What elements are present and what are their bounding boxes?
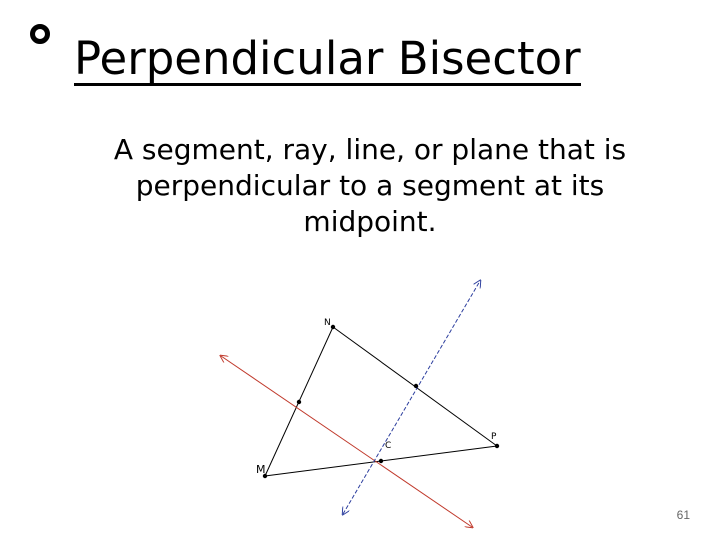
- label-n: N: [324, 318, 331, 328]
- bisector-line: [221, 356, 472, 527]
- point-p: [495, 444, 499, 448]
- slide-title: Perpendicular Bisector: [74, 32, 581, 85]
- label-c: C: [385, 441, 392, 451]
- slide-number: 61: [676, 508, 690, 522]
- label-m: M: [256, 463, 266, 476]
- definition-text: A segment, ray, line, or plane that is perpendicular to a segment at its midpoint.: [113, 133, 627, 238]
- label-p: P: [491, 432, 497, 442]
- point-n: [331, 325, 335, 329]
- point-c: [379, 459, 383, 463]
- midpoint-nm: [297, 400, 301, 404]
- perpendicular-line: [343, 281, 480, 514]
- midpoint-np: [414, 384, 418, 388]
